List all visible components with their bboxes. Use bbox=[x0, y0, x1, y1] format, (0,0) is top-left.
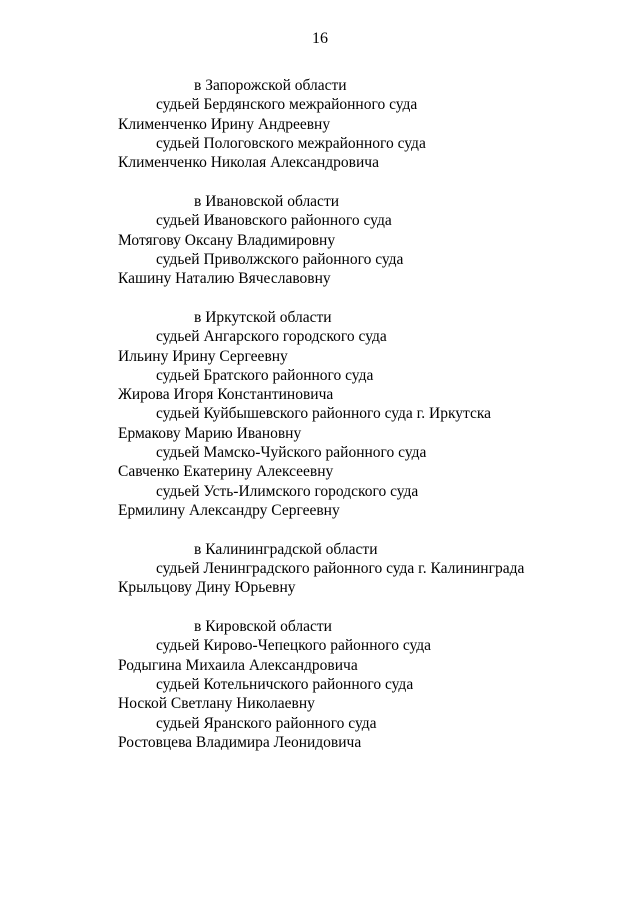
court-name: судьей Кирово-Чепецкого районного суда bbox=[156, 637, 432, 655]
judge-name: Родыгина Михаила Александровича bbox=[118, 656, 358, 674]
court-name: судьей Ангарского городского суда bbox=[156, 328, 387, 346]
judge-name: Ильину Ирину Сергеевну bbox=[118, 347, 288, 365]
judge-name: Ермилину Александру Сергеевну bbox=[118, 501, 340, 519]
court-name: судьей Куйбышевского районного суда г. Иркутска bbox=[156, 405, 492, 423]
judge-name: Крыльцову Дину Юрьевну bbox=[118, 579, 296, 597]
court-name: судьей Котельничского районного суда bbox=[156, 676, 414, 694]
court-name: судьей Братского районного суда bbox=[156, 366, 374, 384]
judge-name: Жирова Игоря Константиновича bbox=[118, 386, 334, 404]
page-number: 16 bbox=[312, 30, 328, 47]
court-name: судьей Бердянского межрайонного суда bbox=[156, 96, 418, 114]
court-name: судьей Приволжского районного суда bbox=[156, 250, 404, 268]
judge-name: Ростовцева Владимира Леонидовича bbox=[118, 733, 362, 751]
court-name: судьей Яранского районного суда bbox=[156, 714, 377, 732]
region-heading: в Кировской области bbox=[194, 618, 332, 636]
region-block-zaporozhye bbox=[118, 76, 628, 172]
judge-name: Клименченко Ирину Андреевну bbox=[118, 115, 331, 133]
court-name: судьей Пологовского межрайонного суда bbox=[156, 134, 426, 152]
region-heading: в Калининградской области bbox=[194, 540, 378, 558]
judge-name: Ермакову Марию Ивановну bbox=[118, 424, 302, 442]
court-name: судьей Ленинградского районного суда г. Калининграда bbox=[156, 560, 525, 578]
court-name: судьей Усть-Илимского городского суда bbox=[156, 482, 419, 500]
region-heading: в Запорожской области bbox=[194, 77, 347, 94]
court-name: судьей Мамско-Чуйского районного суда bbox=[156, 444, 427, 462]
region-block-ivanovo bbox=[118, 192, 628, 288]
region-heading: в Ивановской области bbox=[194, 192, 340, 210]
region-block-kaliningrad bbox=[118, 540, 628, 598]
region-block-irkutsk bbox=[118, 308, 628, 520]
region-block-kirov bbox=[118, 617, 628, 752]
judge-name: Кашину Наталию Вячеславовну bbox=[118, 270, 331, 288]
document-body bbox=[118, 76, 628, 772]
judge-name: Ноской Светлану Николаевну bbox=[118, 695, 315, 713]
judge-name: Мотягову Оксану Владимировну bbox=[118, 231, 336, 249]
judge-name: Савченко Екатерину Алексеевну bbox=[118, 463, 334, 481]
region-heading: в Иркутской области bbox=[194, 308, 332, 326]
judge-name: Клименченко Николая Александровича bbox=[118, 154, 379, 172]
court-name: судьей Ивановского районного суда bbox=[156, 212, 392, 230]
